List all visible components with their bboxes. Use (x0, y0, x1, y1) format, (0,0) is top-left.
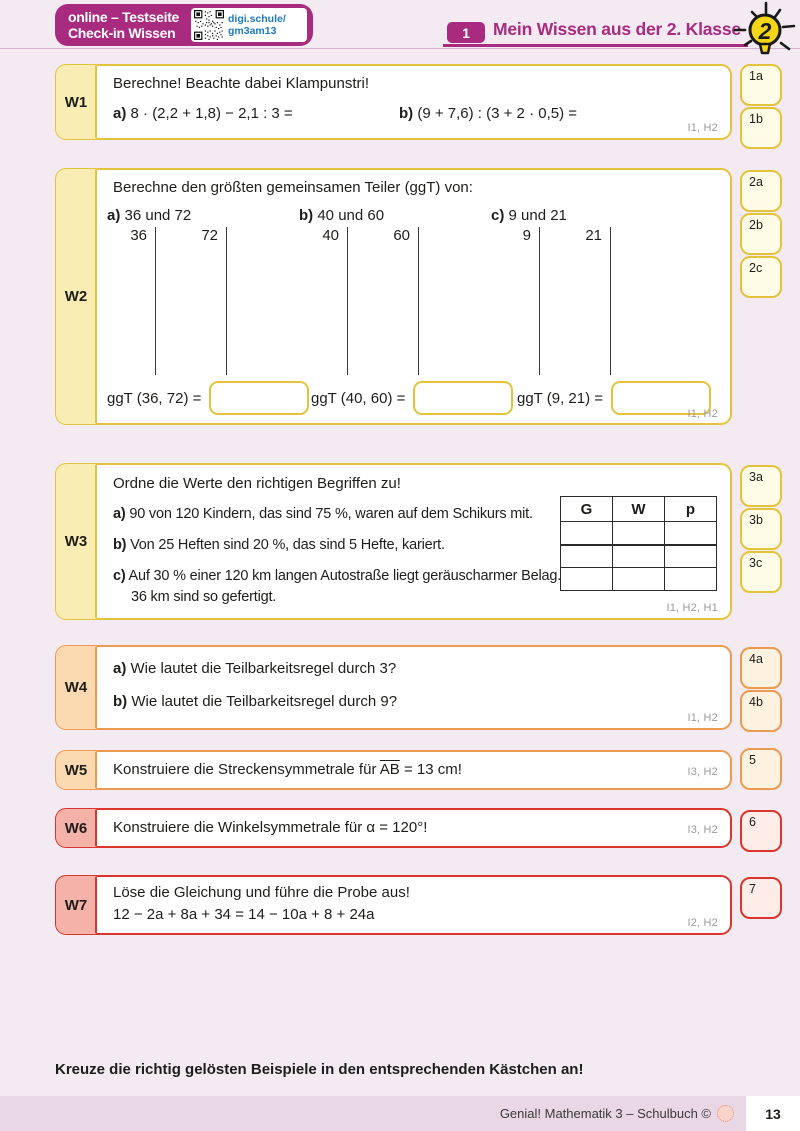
table-cell[interactable] (665, 568, 717, 591)
w2-result-a-label: ggT (36, 72) = (107, 389, 202, 407)
w2-part-a (107, 207, 227, 375)
answer-checkbox-3b[interactable] (740, 508, 782, 550)
answer-checkbox-label: 5 (749, 753, 756, 767)
w3-part-a-text: 90 von 120 Kindern, das sind 75 %, waren auf dem Schikurs mit. (129, 506, 533, 522)
factor-divider-line (155, 227, 156, 375)
exercise-w3 (55, 463, 732, 620)
w4-part-a-text: Wie lautet die Teilbarkeitsregel durch 3? (130, 660, 397, 677)
w2-answer-box-a[interactable] (209, 381, 309, 415)
exercise-w5 (55, 750, 732, 790)
factor-number: 9 (522, 227, 531, 244)
table-header-W: W (613, 497, 665, 522)
w2-part-b-text: 40 und 60 (317, 207, 385, 224)
footer-bar (0, 1096, 746, 1131)
factor-divider-line (226, 227, 227, 375)
online-test-badge (55, 4, 313, 46)
qr-link-line2[interactable]: gm3am13 (228, 25, 277, 37)
w2-answer-box-b[interactable] (413, 381, 513, 415)
w2-result-a (107, 381, 309, 415)
badge-line2: Check-in Wissen (68, 25, 176, 41)
qr-link-text[interactable] (228, 13, 286, 37)
title-underline (443, 44, 748, 47)
w1-part-b-label: b) (399, 105, 414, 122)
w4-competence-code: I1, H2 (687, 712, 718, 724)
answer-checkbox-label: 2b (749, 218, 763, 232)
w3-part-a-label: a) (113, 506, 126, 522)
answer-checkbox-label: 4b (749, 695, 763, 709)
factor-divider-line (347, 227, 348, 375)
answer-checkbox-4b[interactable] (740, 690, 782, 732)
publisher-logo-icon (717, 1105, 734, 1122)
w3-part-a (113, 506, 533, 522)
exercise-w2-label: W2 (56, 169, 97, 424)
w5-text-after: = 13 cm! (399, 761, 462, 778)
w2-factor-columns-a[interactable] (107, 227, 227, 375)
w2-part-c-label: c) (491, 207, 505, 224)
bottom-instruction: Kreuze die richtig gelösten Beispiele in den entsprechenden Kästchen an! (55, 1061, 584, 1078)
w3-part-b-label: b) (113, 537, 127, 553)
exercise-w7 (55, 875, 732, 935)
w6-competence-code: I3, H2 (687, 824, 718, 836)
answer-checkbox-label: 2c (749, 261, 763, 275)
assignment-table (560, 496, 717, 591)
w1-part-a-text: 8 · (2,2 + 1,8) − 2,1 : 3 = (130, 105, 293, 122)
exercise-w4-label: W4 (56, 646, 97, 729)
w2-part-a-text: 36 und 72 (124, 207, 192, 224)
w1-part-a-label: a) (113, 105, 127, 122)
answer-checkbox-3c[interactable] (740, 551, 782, 593)
answer-checkbox-5[interactable] (740, 748, 782, 790)
answer-checkbox-label: 3c (749, 556, 763, 570)
answer-checkbox-label: 2a (749, 175, 763, 189)
header-divider-line (0, 48, 800, 49)
w2-part-b-label: b) (299, 207, 314, 224)
assignment-table-header-row (561, 497, 717, 522)
table-row (561, 545, 717, 568)
answer-checkbox-6[interactable] (740, 810, 782, 852)
w4-part-a (113, 660, 396, 677)
qr-code-icon[interactable] (194, 10, 224, 40)
exercise-w6-label: W6 (56, 809, 97, 847)
w2-part-a-label: a) (107, 207, 121, 224)
table-cell[interactable] (665, 545, 717, 568)
w4-part-b-label: b) (113, 693, 128, 710)
bulb-icon (733, 0, 797, 64)
table-cell[interactable] (561, 568, 613, 591)
w2-factor-columns-b[interactable] (299, 227, 419, 375)
w3-part-c-text: Auf 30 % einer 120 km langen Autostraße liegt geräuscharmer Belag. (128, 568, 562, 584)
answer-checkbox-4a[interactable] (740, 647, 782, 689)
answer-checkbox-1b[interactable] (740, 107, 782, 149)
answer-checkbox-2c[interactable] (740, 256, 782, 298)
w1-competence-code: I1, H2 (687, 122, 718, 134)
exercise-w4 (55, 645, 732, 730)
w2-instruction: Berechne den größten gemeinsamen Teiler (ggT) von: (113, 179, 473, 196)
table-cell[interactable] (613, 522, 665, 545)
answer-checkbox-7[interactable] (740, 877, 782, 919)
footer-credit: Genial! Mathematik 3 – Schulbuch © (499, 1106, 711, 1121)
w6-text: Konstruiere die Winkelsymmetrale für α = 120°! (113, 819, 428, 836)
w2-result-b (311, 381, 513, 415)
w7-competence-code: I2, H2 (687, 917, 718, 929)
table-header-p: p (665, 497, 717, 522)
w1-part-b (399, 105, 577, 122)
w5-text-before: Konstruiere die Streckensymmetrale für (113, 761, 380, 778)
w2-competence-code: I1, H2 (687, 408, 718, 420)
factor-number: 36 (130, 227, 147, 244)
answer-checkbox-label: 3b (749, 513, 763, 527)
w2-part-b (299, 207, 419, 375)
exercise-w1-label: W1 (56, 65, 97, 139)
w7-instruction: Löse die Gleichung und führe die Probe aus! (113, 884, 410, 901)
factor-divider-line (610, 227, 611, 375)
w2-result-c (517, 381, 711, 415)
table-header-G: G (561, 497, 613, 522)
w5-text (113, 752, 462, 788)
w2-part-c (491, 207, 611, 375)
answer-checkbox-2a[interactable] (740, 170, 782, 212)
w1-instruction: Berechne! Beachte dabei Klampunstri! (113, 75, 369, 92)
table-row (561, 568, 717, 591)
table-cell[interactable] (561, 545, 613, 568)
factor-divider-line (539, 227, 540, 375)
exercise-w5-label: W5 (56, 751, 97, 789)
w5-segment-AB: $\overline{AB}$ (379, 761, 400, 778)
chapter-number-badge: 1 (447, 22, 485, 43)
exercise-w6 (55, 808, 732, 848)
table-cell[interactable] (613, 568, 665, 591)
svg-text:2: 2 (758, 18, 772, 44)
exercise-w1 (55, 64, 732, 140)
answer-checkbox-label: 1a (749, 69, 763, 83)
w2-result-b-label: ggT (40, 60) = (311, 389, 406, 407)
exercise-w3-label: W3 (56, 464, 97, 619)
online-test-badge-text (55, 9, 179, 42)
answer-checkbox-2b[interactable] (740, 213, 782, 255)
qr-link-line1[interactable]: digi.schule/ (228, 13, 286, 25)
w5-competence-code: I3, H2 (687, 766, 718, 778)
answer-checkbox-label: 3a (749, 470, 763, 484)
answer-checkbox-label: 4a (749, 652, 763, 666)
factor-number: 21 (585, 227, 602, 244)
table-row (561, 522, 717, 545)
w4-part-a-label: a) (113, 660, 127, 677)
answer-checkbox-label: 7 (749, 882, 756, 896)
exercise-w7-label: W7 (56, 876, 97, 934)
w3-part-c (113, 568, 561, 584)
factor-number: 60 (393, 227, 410, 244)
table-cell[interactable] (665, 522, 717, 545)
page-title: Mein Wissen aus der 2. Klasse (493, 19, 741, 39)
w3-part-c-label: c) (113, 568, 126, 584)
w3-instruction: Ordne die Werte den richtigen Begriffen zu! (113, 475, 401, 492)
factor-number: 40 (322, 227, 339, 244)
w3-part-b (113, 537, 445, 553)
answer-checkbox-label: 6 (749, 815, 756, 829)
w1-part-a (113, 105, 293, 122)
w4-part-b-text: Wie lautet die Teilbarkeitsregel durch 9? (131, 693, 398, 710)
w3-competence-code: I1, H2, H1 (666, 602, 718, 614)
answer-checkbox-label: 1b (749, 112, 763, 126)
page-number: 13 (746, 1096, 800, 1131)
table-cell[interactable] (561, 522, 613, 545)
exercise-w2 (55, 168, 732, 425)
qr-link-box[interactable] (191, 8, 307, 42)
factor-divider-line (418, 227, 419, 375)
w2-part-c-text: 9 und 21 (508, 207, 567, 224)
factor-number: 72 (201, 227, 218, 244)
w3-part-b-text: Von 25 Heften sind 20 %, das sind 5 Hefte, kariert. (130, 537, 445, 553)
table-cell[interactable] (613, 545, 665, 568)
w2-factor-columns-c[interactable] (491, 227, 611, 375)
w4-part-b (113, 693, 397, 710)
w7-equation: 12 − 2a + 8a + 34 = 14 − 10a + 8 + 24a (113, 906, 375, 923)
w1-part-b-text: (9 + 7,6) : (3 + 2 · 0,5) = (417, 105, 578, 122)
w2-result-c-label: ggT (9, 21) = (517, 389, 604, 407)
badge-line1: online – Testseite (68, 8, 180, 25)
answer-checkbox-3a[interactable] (740, 465, 782, 507)
answer-checkbox-1a[interactable] (740, 64, 782, 106)
w3-part-c-line2: 36 km sind so gefertigt. (131, 589, 277, 605)
